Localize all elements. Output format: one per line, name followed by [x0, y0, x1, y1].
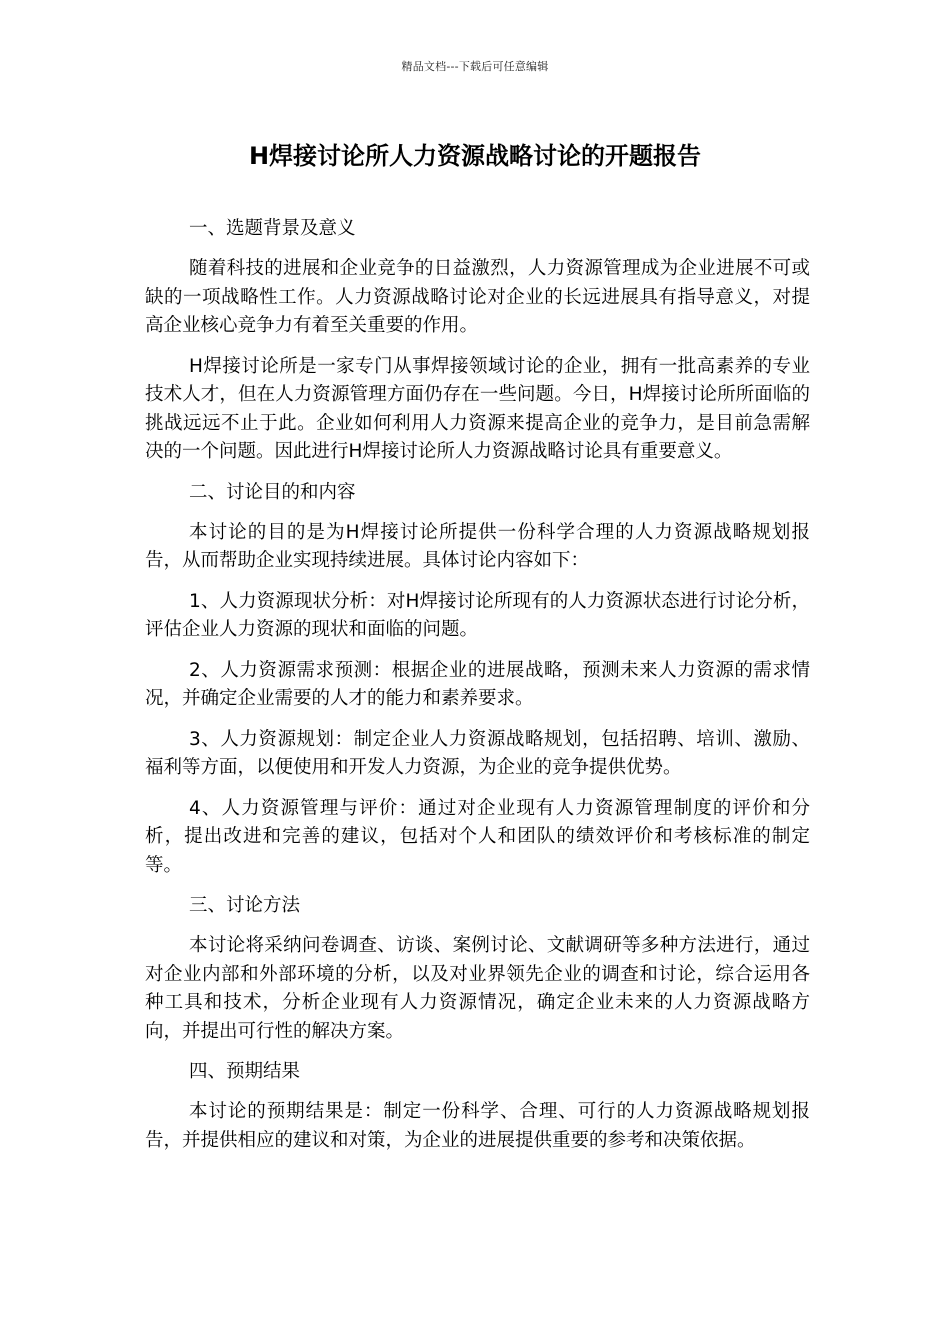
list-item: 4、人力资源管理与评价：通过对企业现有人力资源管理制度的评价和分析，提出改进和完善的建议，包括对个人和团队的绩效评价和考核标准的制定等。	[145, 797, 810, 876]
section-heading-purpose: 二、讨论目的和内容	[189, 481, 356, 503]
section-heading-background: 一、选题背景及意义	[189, 218, 356, 239]
list-item: 1、人力资源现状分析：对H焊接讨论所现有的人力资源状态进行讨论分析，评估企业人力资源的现状和面临的问题。	[145, 590, 810, 640]
paragraph: 本讨论的目的是为H焊接讨论所提供一份科学合理的人力资源战略规划报告，从而帮助企业实现持续进展。具体讨论内容如下：	[145, 521, 810, 571]
document-title: H焊接讨论所人力资源战略讨论的开题报告	[248, 142, 702, 170]
paragraph: 随着科技的进展和企业竞争的日益激烈，人力资源管理成为企业进展不可或缺的一项战略性工作。人力资源战略讨论对企业的长远进展具有指导意义，对提高企业核心竞争力有着至关重要的作用。	[145, 258, 810, 336]
section-heading-methods: 三、讨论方法	[189, 895, 301, 916]
document-body	[145, 215, 810, 1167]
paragraph: H焊接讨论所是一家专门从事焊接领域讨论的企业，拥有一批高素养的专业技术人才，但在人力资源管理方面仍存在一些问题。今日，H焊接讨论所所面临的挑战远远不止于此。企业如何利用人力资源来提高企业的竞争力，是目前急需解决的一个问题。因此进行H焊接讨论所人力资源战略讨论具有重要意义。	[145, 355, 810, 462]
list-item: 3、人力资源规划：制定企业人力资源战略规划，包括招聘、培训、激励、福利等方面，以便使用和开发人力资源，为企业的竞争提供优势。	[145, 728, 810, 778]
section-heading-expected-results: 四、预期结果	[189, 1061, 301, 1082]
page-header-watermark: 精品文档---下载后可任意编辑	[401, 60, 549, 73]
paragraph: 本讨论将采纳问卷调查、访谈、案例讨论、文献调研等多种方法进行，通过对企业内部和外部环境的分析，以及对业界领先企业的调查和讨论，综合运用各种工具和技术，分析企业现有人力资源情况，确定企业未来的人力资源战略方向，并提出可行性的解决方案。	[145, 935, 810, 1042]
paragraph: 本讨论的预期结果是：制定一份科学、合理、可行的人力资源战略规划报告，并提供相应的建议和对策，为企业的进展提供重要的参考和决策依据。	[145, 1101, 810, 1151]
list-item: 2、人力资源需求预测：根据企业的进展战略，预测未来人力资源的需求情况，并确定企业需要的人才的能力和素养要求。	[145, 659, 810, 709]
